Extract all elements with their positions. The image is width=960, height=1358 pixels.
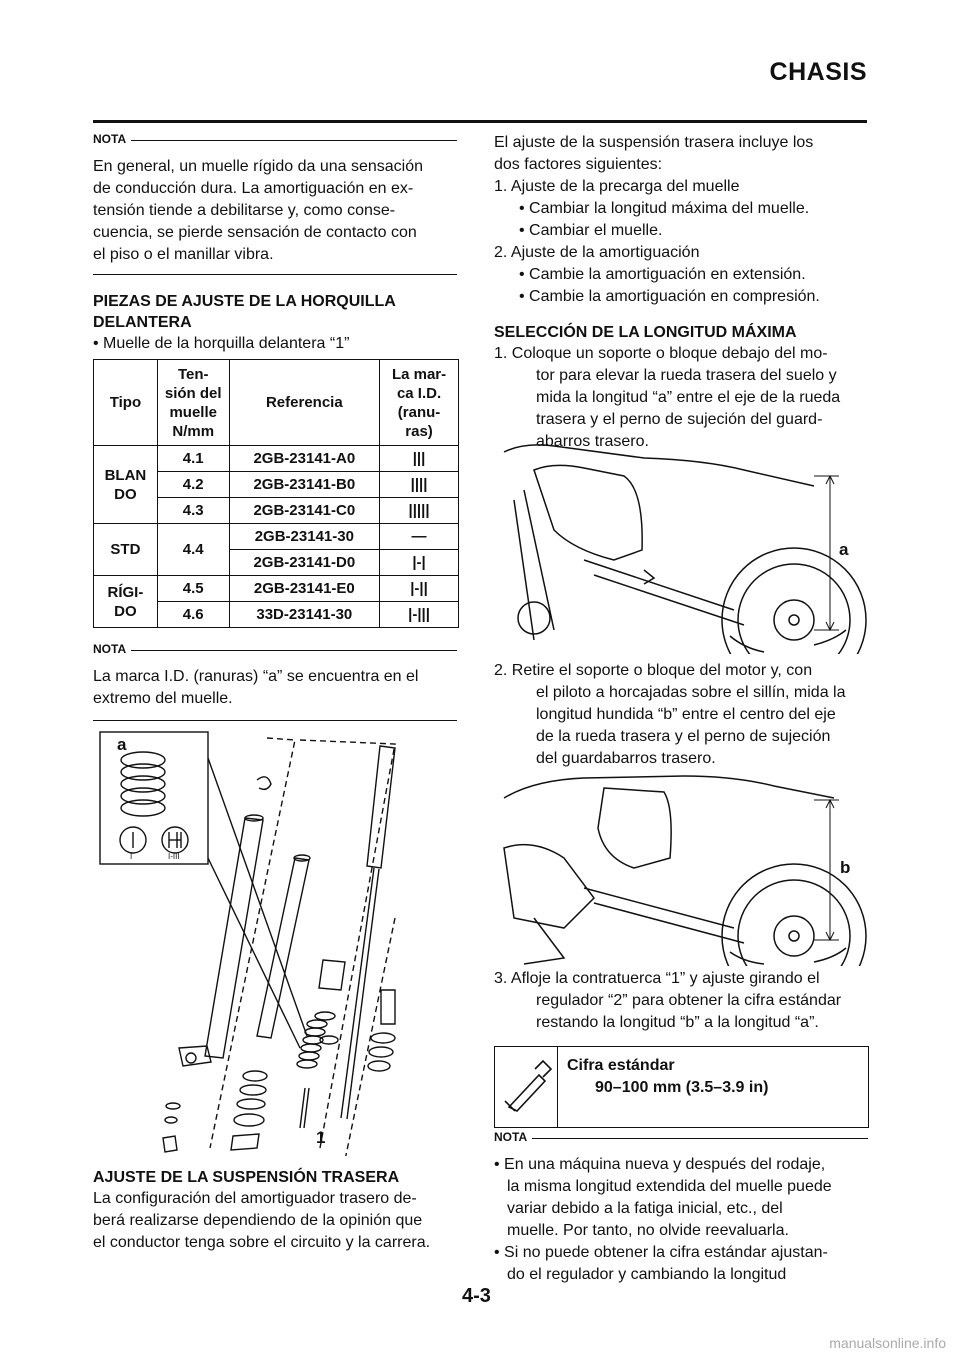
- text-line: el conductor tenga sobre el circuito y la carrera.: [93, 1234, 431, 1251]
- nota-2-heading: [93, 642, 457, 656]
- title-line: DELANTERA: [93, 314, 192, 331]
- section-title-suspension-trasera: AJUSTE DE LA SUSPENSIÓN TRASERA: [93, 1169, 400, 1186]
- text-line: trasera y el perno de sujeción del guard-: [536, 411, 823, 428]
- fork-label-a: a: [117, 735, 127, 754]
- right-column-nota3: [494, 1130, 868, 1286]
- text-line: En general, un muelle rígido da una sensación: [93, 158, 423, 175]
- cell-ref: 33D-23141-30: [229, 602, 379, 628]
- nota-2-text: [93, 666, 457, 710]
- caliper-icon: [495, 1047, 558, 1127]
- spring-coil-icon: [121, 752, 165, 816]
- nota-3-bullet-1: [494, 1154, 868, 1242]
- col-header-tipo: Tipo: [94, 360, 158, 446]
- nota-3-label: NOTA: [494, 1130, 528, 1144]
- nota-1-text: [93, 156, 457, 266]
- section-title-longitud-maxima: SELECCIÓN DE LA LONGITUD MÁXIMA: [494, 324, 797, 341]
- col-header-marca: La mar- ca I.D. (ranu- ras): [380, 360, 459, 446]
- section-2-text: [93, 1188, 465, 1254]
- text-line: variar debido a la fatiga inicial, etc., del: [507, 1200, 783, 1217]
- text-line: mida la longitud “a” entre el eje de la rueda: [536, 389, 841, 406]
- list-bullet: • Cambie la amortiguación en extensión.: [519, 266, 806, 283]
- spring-table: [93, 359, 459, 628]
- page-number: 4-3: [462, 1285, 491, 1307]
- list-item: 1. Ajuste de la precarga del muelle: [494, 178, 740, 195]
- left-column-bottom: [93, 1167, 465, 1254]
- intro-text: [494, 132, 870, 176]
- cell-marca: |||: [380, 446, 459, 472]
- cell-ref: 2GB-23141-B0: [229, 472, 379, 498]
- title-line: PIEZAS DE AJUSTE DE LA HORQUILLA: [93, 293, 396, 310]
- nota-2-label: NOTA: [93, 642, 127, 656]
- text-line: • En una máquina nueva y después del rodaje,: [494, 1156, 826, 1173]
- cell-tension: 4.5: [157, 576, 229, 602]
- cell-marca: —: [380, 524, 459, 550]
- spec-value: 90–100 mm (3.5–3.9 in): [595, 1079, 769, 1096]
- text-line: abarros trasero.: [536, 433, 649, 450]
- fork-spring-part-1: [297, 1020, 327, 1068]
- text-line: • Si no puede obtener la cifra estándar ajustan-: [494, 1244, 828, 1261]
- cell-ref: 2GB-23141-E0: [229, 576, 379, 602]
- front-fork-exploded-diagram: [95, 728, 455, 1156]
- cell-ref: 2GB-23141-A0: [229, 446, 379, 472]
- text-line: restando la longitud “b” a la longitud “a”.: [536, 1014, 819, 1031]
- right-column-step2: [494, 660, 870, 770]
- fork-label-1: 1: [316, 1128, 326, 1147]
- page-header-title: CHASIS: [769, 58, 867, 86]
- id-mark-label-1: I: [130, 852, 133, 861]
- text-line: cuencia, se pierde sensación de contacto con: [93, 224, 417, 241]
- figure-label-b: b: [840, 858, 851, 877]
- text-line: dos factores siguientes:: [494, 156, 663, 173]
- text-line: regulador “2” para obtener la cifra estándar: [536, 992, 842, 1009]
- nota-1-heading: [93, 132, 457, 146]
- cell-ref: 2GB-23141-30: [229, 524, 379, 550]
- nota-1-end-rule: [93, 274, 457, 275]
- id-mark-label-2: I-III: [168, 852, 180, 861]
- col-header-tension: Ten- sión del muelle N/mm: [157, 360, 229, 446]
- cell-marca: ||||: [380, 472, 459, 498]
- text-line: muelle. Por tanto, no olvide reevaluarla.: [507, 1222, 789, 1239]
- list-bullet: • Cambiar el muelle.: [519, 222, 663, 239]
- cell-ref: 2GB-23141-C0: [229, 498, 379, 524]
- text-line: do el regulador y cambiando la longitud: [507, 1266, 787, 1283]
- nota-3-bullet-2: [494, 1242, 868, 1286]
- text-line: La configuración del amortiguador trasero de-: [93, 1190, 417, 1207]
- nota-1-label: NOTA: [93, 132, 127, 146]
- spec-title: Cifra estándar: [567, 1057, 675, 1074]
- section-title-horquilla: [93, 291, 457, 333]
- text-line: 2. Retire el soporte o bloque del motor y, con: [494, 662, 813, 679]
- right-column-step3: [494, 968, 870, 1034]
- step-2: [494, 660, 870, 770]
- cell-tension: 4.4: [157, 524, 229, 576]
- text-line: el piso o el manillar vibra.: [93, 246, 274, 263]
- figure-label-a: a: [839, 540, 849, 559]
- watermark: manualsonline.info: [829, 1335, 946, 1351]
- list-bullet: • Cambiar la longitud máxima del muelle.: [519, 200, 810, 217]
- text-line: tor para elevar la rueda trasera del suelo y: [536, 367, 837, 384]
- cell-tension: 4.1: [157, 446, 229, 472]
- section-bullet: • Muelle de la horquilla delantera “1”: [93, 335, 350, 352]
- text-line: 3. Afloje la contratuerca “1” y ajuste girando el: [494, 970, 820, 987]
- text-line: la misma longitud extendida del muelle puede: [507, 1178, 832, 1195]
- rear-suspension-figure-a: [494, 440, 870, 654]
- text-line: longitud hundida “b” entre el centro del eje: [536, 706, 836, 723]
- nota-2-end-rule: [93, 720, 457, 721]
- rear-suspension-figure-b: [494, 768, 870, 966]
- cell-tension: 4.6: [157, 602, 229, 628]
- step-1: [494, 343, 870, 453]
- text-line: La marca I.D. (ranuras) “a” se encuentra en el: [93, 668, 419, 685]
- text-line: 1. Coloque un soporte o bloque debajo del mo-: [494, 345, 828, 362]
- cell-tipo: RÍGI- DO: [94, 576, 158, 628]
- header-rule: [93, 120, 867, 123]
- cell-ref: 2GB-23141-D0: [229, 550, 379, 576]
- left-column: [93, 132, 457, 721]
- standard-value-box: [494, 1046, 869, 1128]
- right-column: [494, 132, 870, 453]
- table-row: [94, 576, 459, 602]
- text-line: El ajuste de la suspensión trasera incluye los: [494, 134, 814, 151]
- cell-tension: 4.3: [157, 498, 229, 524]
- text-line: del guardabarros trasero.: [536, 750, 716, 767]
- cell-marca: |-|: [380, 550, 459, 576]
- text-line: de la rueda trasera y el perno de sujeción: [536, 728, 831, 745]
- cell-marca: |-|||: [380, 602, 459, 628]
- text-line: el piloto a horcajadas sobre el sillín, mida la: [536, 684, 846, 701]
- table-row: [94, 446, 459, 472]
- list-item: 2. Ajuste de la amortiguación: [494, 244, 700, 261]
- text-line: extremo del muelle.: [93, 690, 233, 707]
- text-line: de conducción dura. La amortiguación en ex-: [93, 180, 414, 197]
- table-row: [94, 524, 459, 550]
- col-header-referencia: Referencia: [229, 360, 379, 446]
- text-line: tensión tiende a debilitarse y, como conse-: [93, 202, 396, 219]
- cell-tipo: BLAN DO: [94, 446, 158, 524]
- cell-tipo: STD: [94, 524, 158, 576]
- nota-3-heading: [494, 1130, 868, 1144]
- cell-tension: 4.2: [157, 472, 229, 498]
- step-3: [494, 968, 870, 1034]
- cell-marca: |-||: [380, 576, 459, 602]
- cell-marca: |||||: [380, 498, 459, 524]
- list-bullet: • Cambie la amortiguación en compresión.: [519, 288, 820, 305]
- text-line: berá realizarse dependiendo de la opinión que: [93, 1212, 423, 1229]
